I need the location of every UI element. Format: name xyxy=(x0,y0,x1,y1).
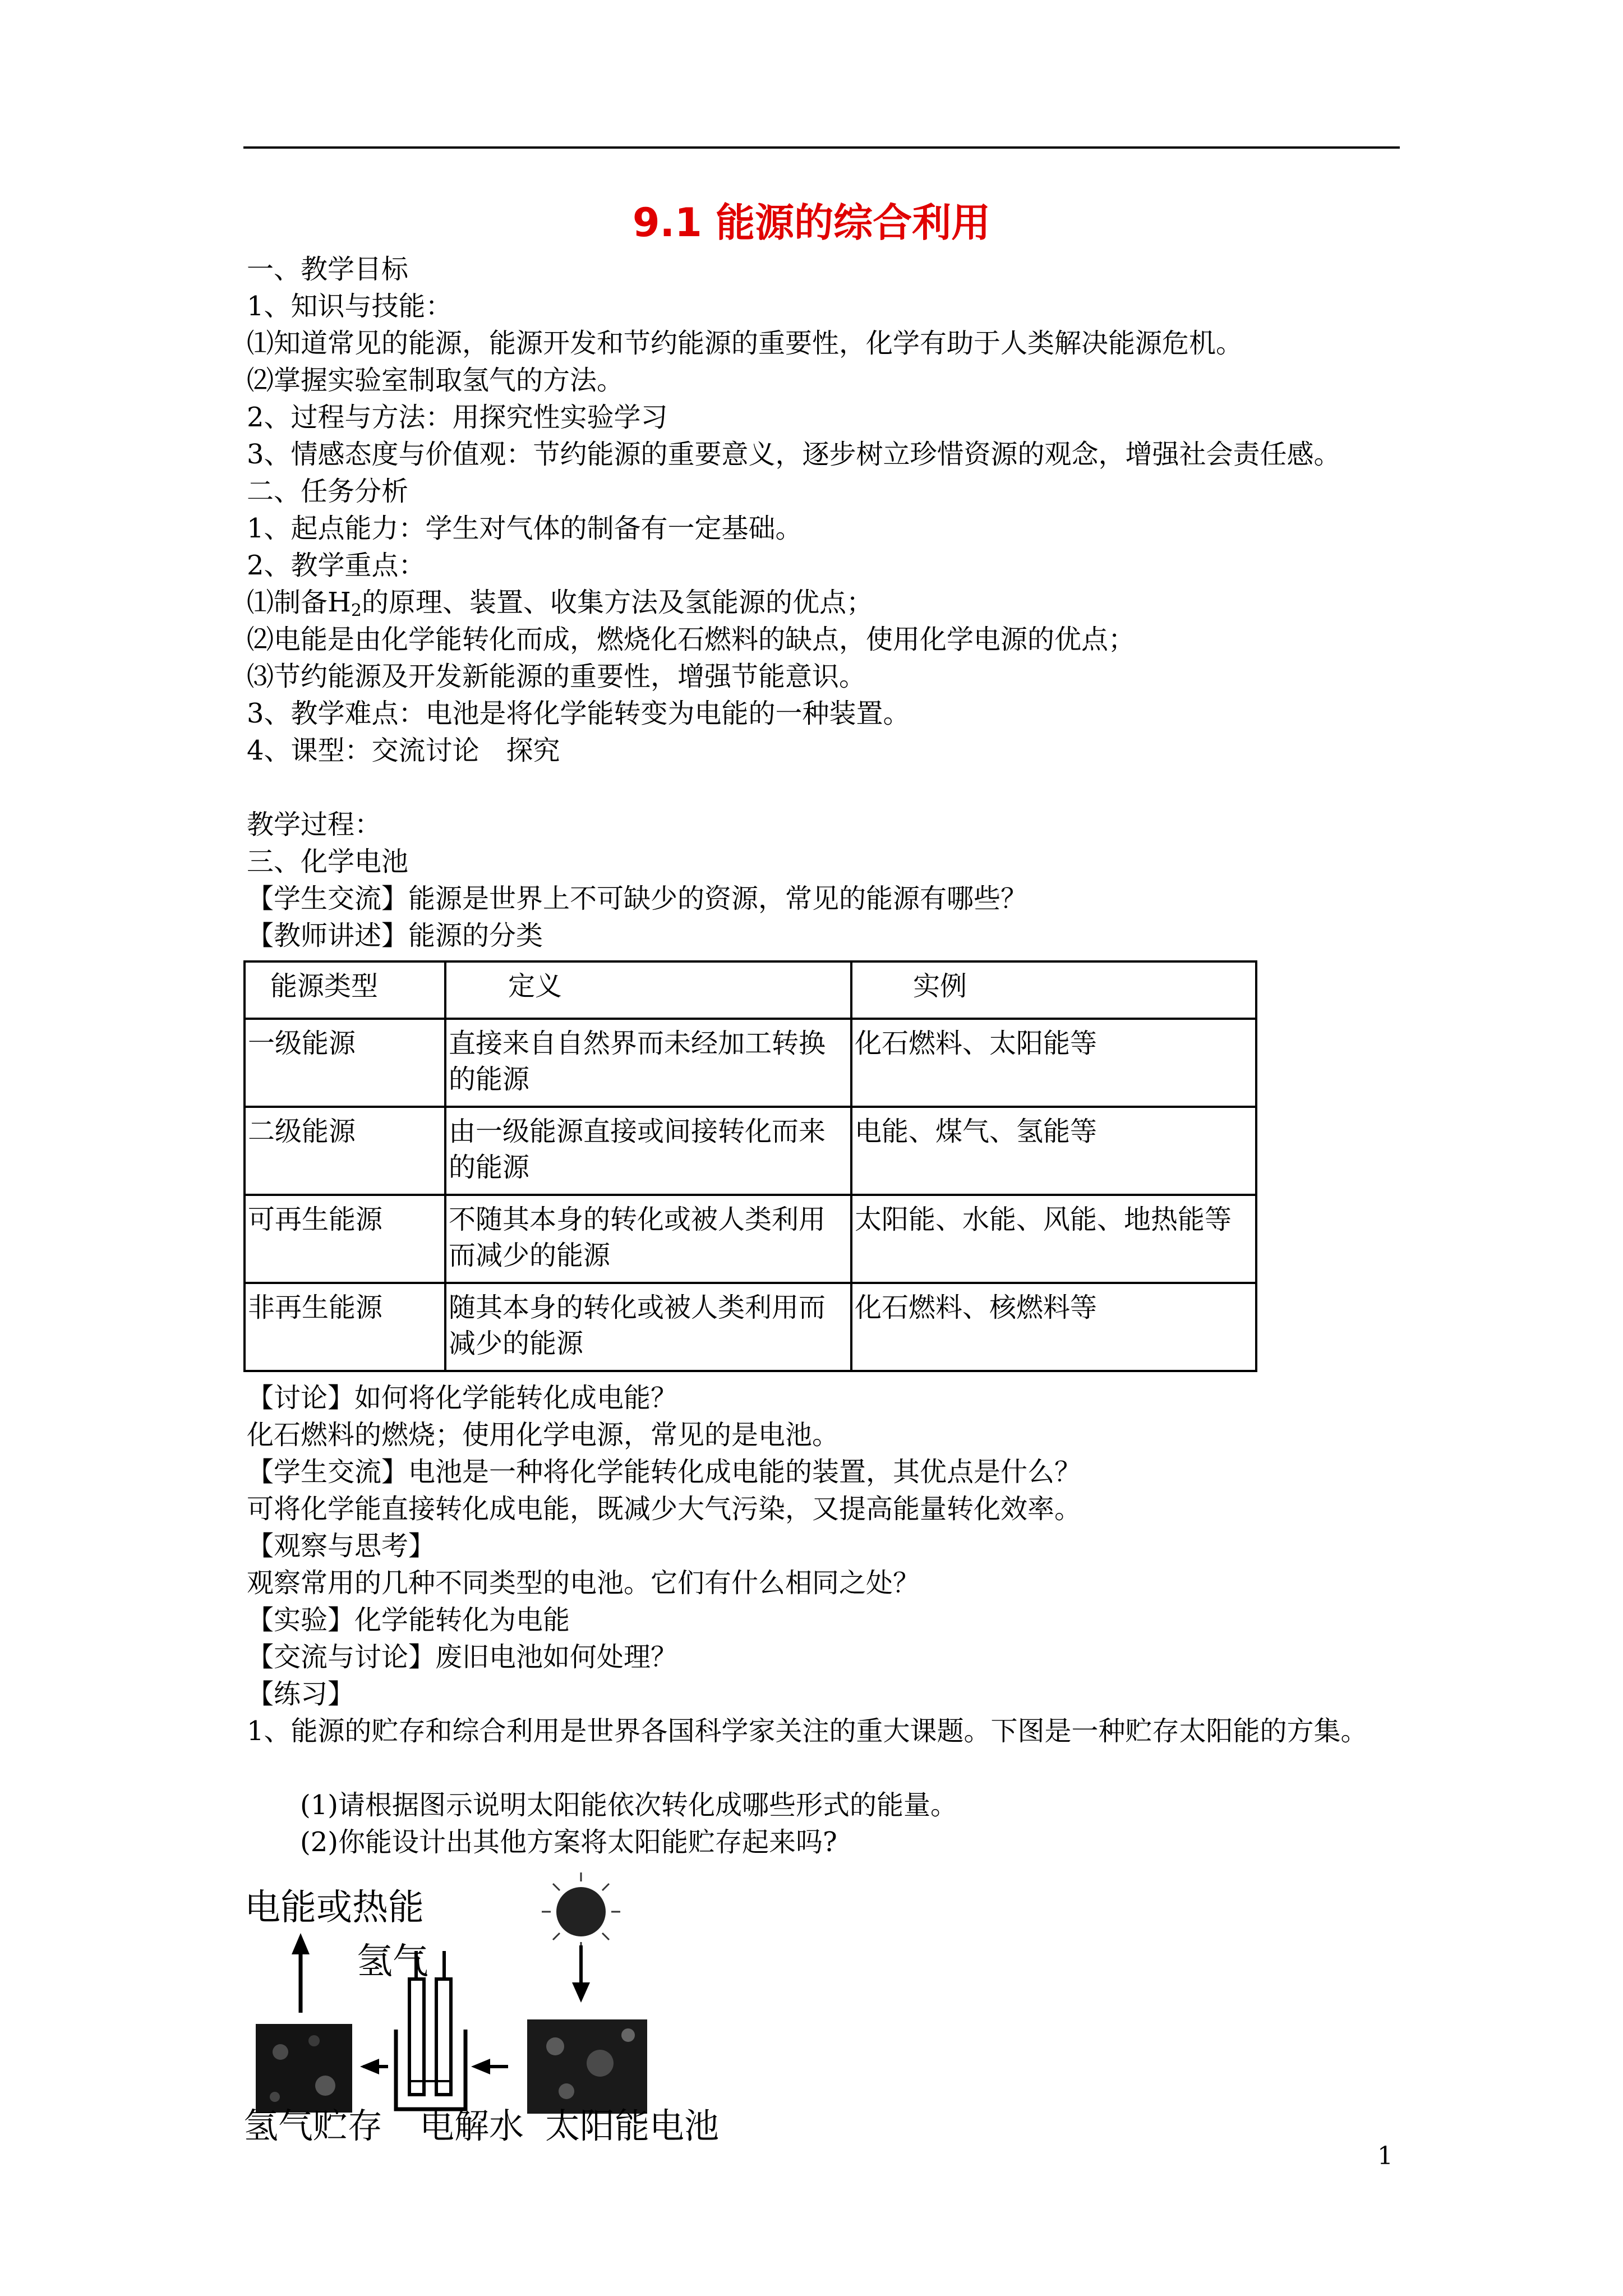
student-exchange-2: 【学生交流】电池是一种将化学能转化成电能的装置，其优点是什么？ xyxy=(247,1456,1082,1488)
down-arrow-icon xyxy=(572,1982,590,2003)
discussion-question: 【讨论】如何将化学能转化成电能？ xyxy=(247,1382,678,1414)
left-arrow-icon xyxy=(360,2059,379,2074)
hydrogen-symbol: H xyxy=(328,587,351,618)
key-point-1-prefix: ⑴制备 xyxy=(247,587,328,618)
key-point-3: ⑶节约能源及开发新能源的重要性，增强节能意识。 xyxy=(247,661,866,692)
experiment-text: 【实验】化学能转化为电能 xyxy=(247,1604,570,1636)
table-row xyxy=(245,1283,1256,1371)
analysis-start-ability: 1、起点能力：学生对气体的制备有一定基础。 xyxy=(247,513,803,544)
exercise-1-part-1: (1)请根据图示说明太阳能依次转化成哪些形式的能量。 xyxy=(300,1789,957,1821)
table-header-cell: 实例 xyxy=(851,961,1256,1019)
solar-storage-diagram xyxy=(241,1861,746,2119)
table-cell: 可再生能源 xyxy=(245,1195,445,1283)
analysis-key-points-heading: 2、教学重点： xyxy=(247,550,426,581)
goal-knowledge-item-1: ⑴知道常见的能源，能源开发和节约能源的重要性，化学有助于人类解决能源危机。 xyxy=(247,328,1243,359)
process-heading: 教学过程： xyxy=(247,809,382,840)
left-arrow-icon xyxy=(471,2059,490,2074)
table-cell: 直接来自自然界而未经加工转换的能源 xyxy=(445,1019,851,1107)
exercise-1: 1、能源的贮存和综合利用是世界各国科学家关注的重大课题。下图是一种贮存太阳能的方集。 xyxy=(247,1715,1368,1747)
solar-cell-icon xyxy=(527,2019,647,2114)
table-cell: 不随其本身的转化或被人类利用而减少的能源 xyxy=(445,1195,851,1283)
analysis-lesson-type: 4、课型：交流讨论 探究 xyxy=(247,735,560,766)
table-row xyxy=(245,1195,1256,1283)
table-cell: 电能、煤气、氢能等 xyxy=(851,1107,1256,1195)
observe-text: 观察常用的几种不同类型的电池。它们有什么相同之处？ xyxy=(247,1567,920,1599)
table-row xyxy=(245,1107,1256,1195)
section-heading-analysis: 二、任务分析 xyxy=(247,476,409,507)
hydrogen-storage-icon xyxy=(256,2024,352,2113)
table-cell: 太阳能、水能、风能、地热能等 xyxy=(851,1195,1256,1283)
goal-attitude: 3、情感态度与价值观：节约能源的重要意义，逐步树立珍惜资源的观念，增强社会责任感。 xyxy=(247,439,1341,470)
sun-icon xyxy=(542,1872,620,1951)
hydrogen-gas-label: 氢气 xyxy=(357,1941,428,1982)
goal-knowledge-heading: 1、知识与技能： xyxy=(247,291,453,322)
hydrogen-storage-label: 氢气贮存 xyxy=(243,2105,383,2146)
table-header-cell: 定义 xyxy=(445,961,851,1019)
solar-cell-label: 太阳能电池 xyxy=(545,2105,720,2146)
key-point-2: ⑵电能是由化学能转化而成，燃烧化石燃料的缺点，使用化学电源的优点； xyxy=(247,624,1136,655)
energy-classification-table xyxy=(243,960,1257,1372)
teacher-lecture: 【教师讲述】能源的分类 xyxy=(247,920,543,951)
goal-process: 2、过程与方法：用探究性实验学习 xyxy=(247,402,668,433)
table-cell: 非再生能源 xyxy=(245,1283,445,1371)
page-title: 9.1 能源的综合利用 xyxy=(632,200,991,246)
table-cell: 二级能源 xyxy=(245,1107,445,1195)
observe-heading: 【观察与思考】 xyxy=(247,1530,436,1562)
student-exchange-1: 【学生交流】能源是世界上不可缺少的资源，常见的能源有哪些？ xyxy=(247,883,1028,914)
page-number: 1 xyxy=(1377,2142,1393,2170)
header-rule xyxy=(243,146,1400,149)
table-cell: 化石燃料、太阳能等 xyxy=(851,1019,1256,1107)
table-row xyxy=(245,1019,1256,1107)
up-arrow-icon xyxy=(292,1933,310,1954)
table-cell: 一级能源 xyxy=(245,1019,445,1107)
hydrogen-subscript: 2 xyxy=(351,601,362,620)
discussion-answer: 化石燃料的燃烧；使用化学电源，常见的是电池。 xyxy=(247,1419,840,1451)
section-heading-battery: 三、化学电池 xyxy=(247,846,409,877)
table-header-row xyxy=(245,961,1256,1019)
table-header-cell: 能源类型 xyxy=(245,961,445,1019)
exchange-discussion-text: 【交流与讨论】废旧电池如何处理？ xyxy=(247,1641,678,1673)
output-energy-label: 电能或热能 xyxy=(245,1887,424,1929)
analysis-difficulty: 3、教学难点：电池是将化学能转变为电能的一种装置。 xyxy=(247,698,910,729)
table-cell: 由一级能源直接或间接转化而来的能源 xyxy=(445,1107,851,1195)
key-point-1 xyxy=(247,585,873,620)
exercise-heading: 【练习】 xyxy=(247,1678,355,1710)
key-point-1-rest: 的原理、装置、收集方法及氢能源的优点； xyxy=(361,587,873,618)
section-heading-goals: 一、教学目标 xyxy=(247,254,409,285)
student-exchange-2-answer: 可将化学能直接转化成电能，既减少大气污染，又提高能量转化效率。 xyxy=(247,1493,1082,1525)
table-cell: 化石燃料、核燃料等 xyxy=(851,1283,1256,1371)
table-cell: 随其本身的转化或被人类利用而减少的能源 xyxy=(445,1283,851,1371)
exercise-1-part-2: (2)你能设计出其他方案将太阳能贮存起来吗? xyxy=(300,1826,837,1858)
goal-knowledge-item-2: ⑵掌握实验室制取氢气的方法。 xyxy=(247,365,624,396)
electrolysis-label: 电解水 xyxy=(419,2105,524,2146)
